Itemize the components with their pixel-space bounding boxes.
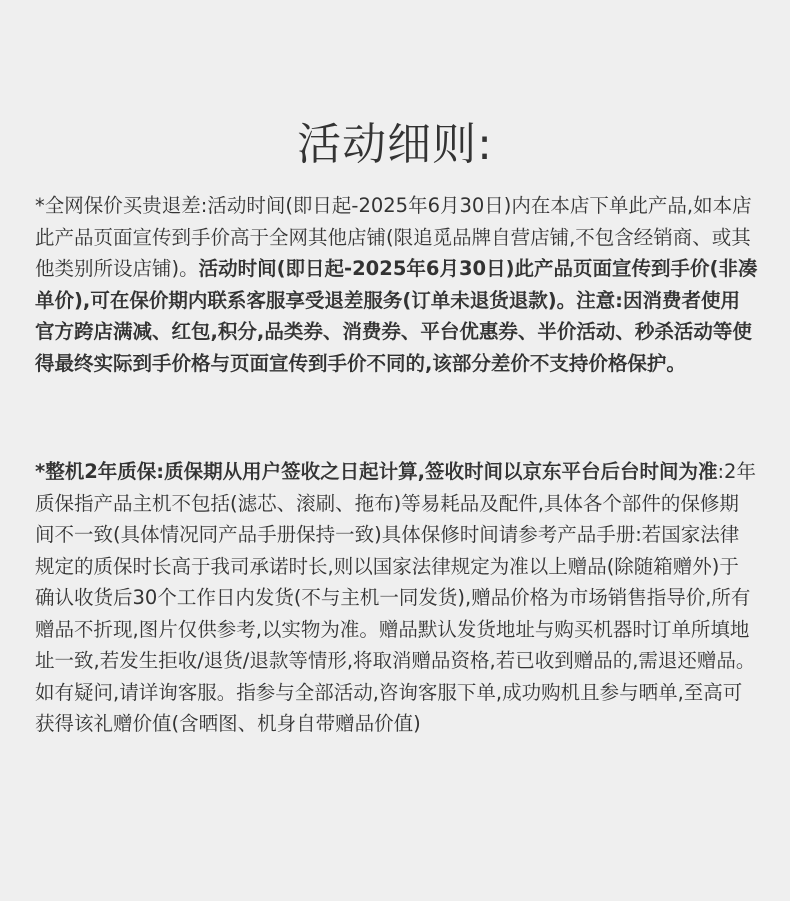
price-protection-intro: *全网保价买贵退差:活动时间(即日起-2025年6月30日)内在本店下单此产品,如本店此产品页面宣传到手价高于全网其他店铺(限追觅品牌自营店铺,不包含经销商、或其他类别所设店铺)。 xyxy=(35,194,752,280)
warranty-section xyxy=(35,456,758,740)
warranty-heading: *整机2年质保:质保期从用户签收之日起计算,签收时间以京东平台后台时间为准 xyxy=(35,460,718,483)
price-protection-section xyxy=(35,190,758,379)
warranty-details: :2年质保指产品主机不包括(滤芯、滚刷、拖布)等易耗品及配件,具体各个部件的保修期间不一致(具体情况同产品手册保持一致)具体保修时间请参考产品手册:若国家法律规定的质保时长高于我司承诺时长,则以国家法律规定为准以上赠品(除随箱赠外)于确认收货后30个工作日内发货(不与主机一同发货),赠品价格为市场销售指导价,所有赠品不折现,图片仅供参考,以实物为准。赠品默认发货地址与购买机器时订单所填地址一致,若发生拒收/退货/退款等情形,将取消赠品资格,若已收到赠品的,需退还赠品。如有疑问,请详询客服。指参与全部活动,咨询客服下单,成功购机且参与晒单,至高可获得该礼赠价值(含晒图、机身自带赠品价值) xyxy=(35,460,756,735)
page-title: 活动细则: xyxy=(297,119,493,171)
price-protection-terms: 活动时间(即日起-2025年6月30日)此产品页面宣传到手价(非凑单价),可在保价期内联系客服享受退差服务(订单未退货退款)。注意:因消费者使用官方跨店满减、红包,积分,品类券、消费券、平台优惠券、半价活动、秒杀活动等使得最终实际到手价格与页面宣传到手价不同的,该部分差价不支持价格保护。 xyxy=(35,257,758,375)
